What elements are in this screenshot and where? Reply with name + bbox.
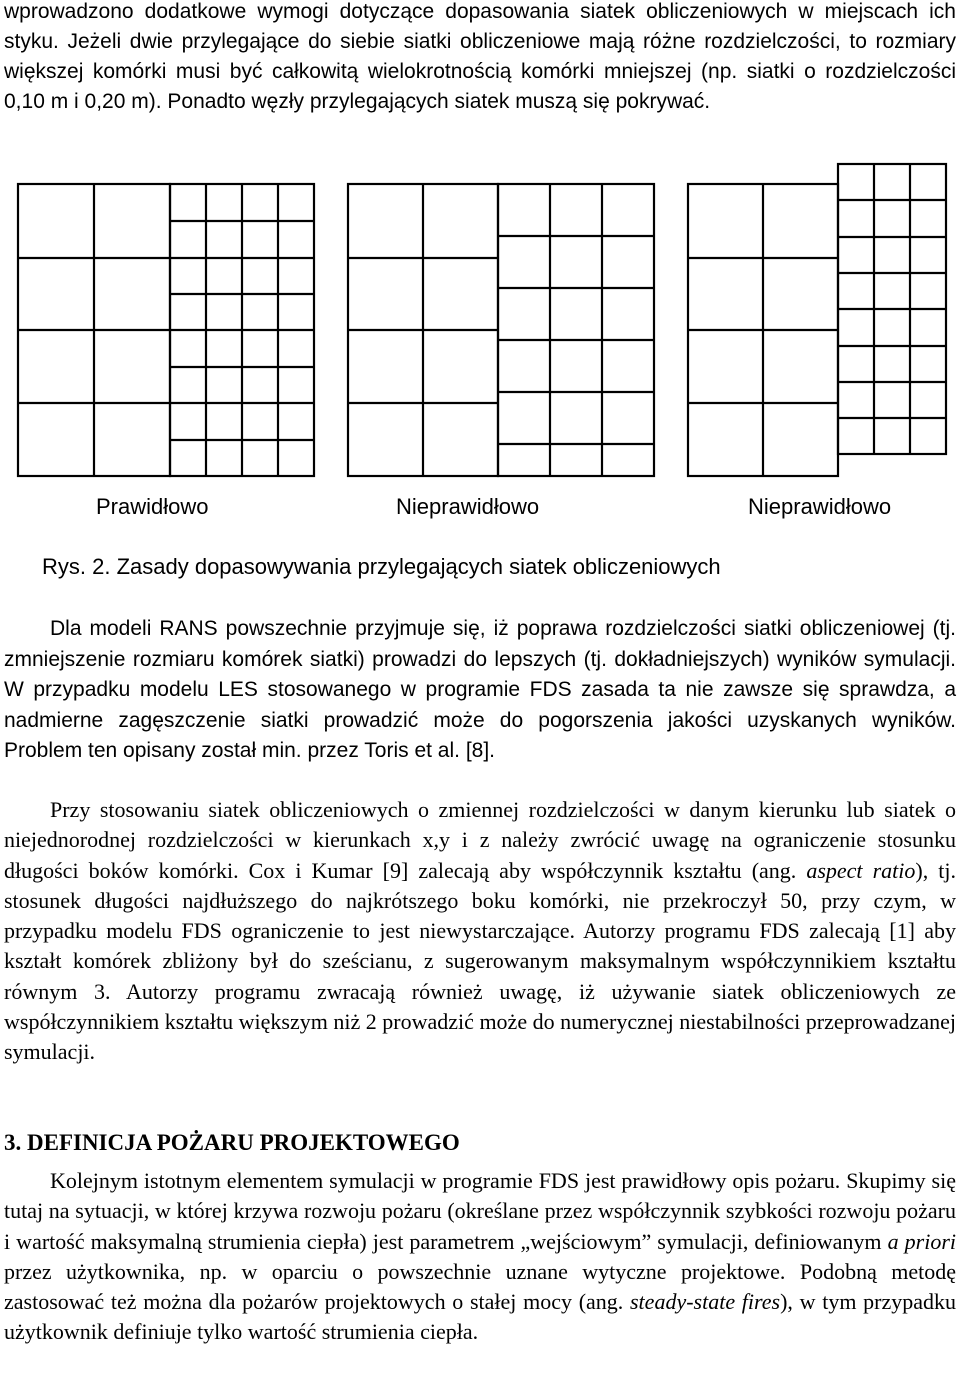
figure-label-incorrect-2: Nieprawidłowo (748, 494, 892, 519)
section-heading: 3. DEFINICJA POŻARU PROJEKTOWEGO (4, 1130, 460, 1155)
a-priori-term: a priori (887, 1228, 956, 1254)
paragraph-design-fire: Kolejnym istotnym elementem symulacji w programie FDS jest prawidłowy opis pożaru. Skupimy się tutaj na sytuacji, w której krzywa rozwoju pożaru (określane przez współczynnik szybkości rozwoju pożaru i wartość maksymalną strumienia ciepła) jest parametrem „wejściowym” symulacji, definiowanym a priori przez użytkownika, np. w oparciu o powszechnie uznane wytyczne projektowe. Podobną metodę zastosować też można dla pożarów projektowych o stałej mocy (ang. steady-state fires), w tym przypadku użytkownik definiuje tylko wartość strumienia ciepła. (4, 1168, 957, 1345)
incorrect-mesh-diagram-1 (348, 184, 654, 476)
mesh-alignment-figure (0, 160, 960, 490)
aspect-ratio-term: aspect ratio (806, 857, 916, 883)
figure-caption: Rys. 2. Zasady dopasowywania przylegających siatek obliczeniowych (42, 554, 721, 579)
figure-label-incorrect-1: Nieprawidłowo (396, 494, 540, 519)
correct-mesh-diagram (18, 184, 314, 476)
steady-state-fires-term: steady-state fires (630, 1289, 781, 1315)
paragraph-rans: Dla modeli RANS powszechnie przyjmuje się, iż poprawa rozdzielczości siatki obliczeniowej (tj. zmniejszenie rozmiaru komórek siatki) prowadzi do lepszych (tj. dokładniejszych) wyników symulacji. W przypadku modelu LES stosowanego w programie FDS zasada ta nie zawsze się sprawdza, a nadmierne zagęszczenie siatki prowadzić może do pogorszenia jakości uzyskanych wyników. Problem ten opisany został min. przez Toris et al. [8]. (4, 617, 956, 762)
paragraph-aspect-ratio: Przy stosowaniu siatek obliczeniowych o zmiennej rozdzielczości w danym kierunku lub siatek o niejednorodnej rozdzielczości w kierunkach x,y i z należy zwrócić uwagę na ograniczenie stosunku długości boków komórki. Cox i Kumar [9] zalecają aby współczynnik kształtu (ang. aspect ratio), tj. stosunek długości najdłuższego do najkrótszego boku komórki, nie przekroczył 50, przy czym, w przypadku modelu FDS ograniczenie to jest niewystarczające. Autorzy programu FDS zalecają [1] aby kształt komórek zbliżony był do sześcianu, z sugerowanym maksymalnym współczynnikiem kształtu równym 3. Autorzy programu zwracają również uwagę, iż używanie siatek obliczeniowych ze współczynnikiem kształtu większym niż 2 prowadzić może do numerycznej niestabilności przeprowadzanej symulacji. (4, 797, 956, 1065)
intro-paragraph: wprowadzono dodatkowe wymogi dotyczące dopasowania siatek obliczeniowych w miejscach ich styku. Jeżeli dwie przylegające do siebie siatki obliczeniowe mają różne rozdzielczości, to rozmiary większej komórki musi być całkowitą wielokrotnością komórki mniejszej (np. siatki o rozdzielczości 0,10 m i 0,20 m). Ponadto węzły przylegających siatek muszą się pokrywać. (4, 0, 956, 113)
incorrect-mesh-diagram-2 (688, 164, 946, 476)
figure-label-correct: Prawidłowo (96, 494, 209, 519)
